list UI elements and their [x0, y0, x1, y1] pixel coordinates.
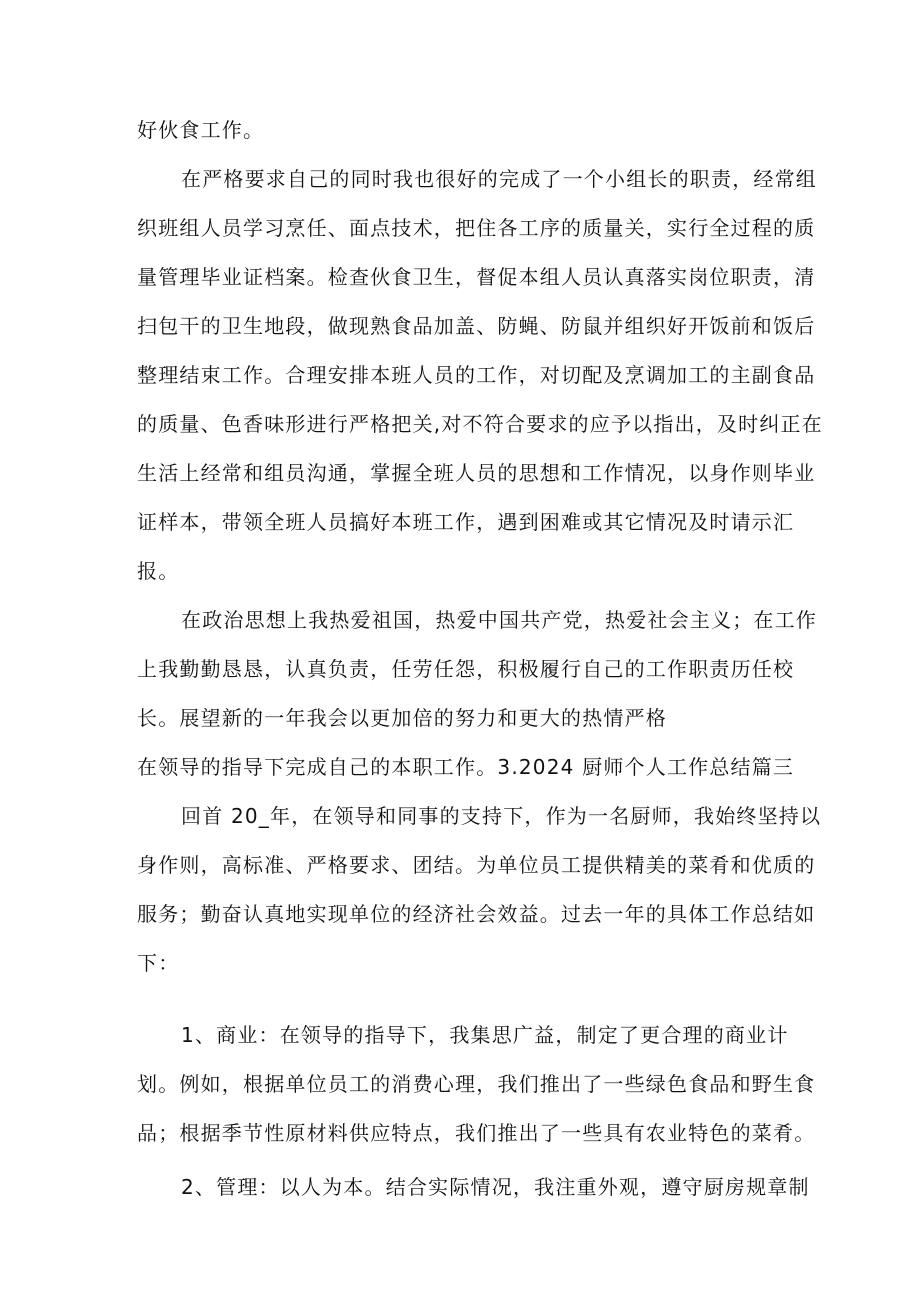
text-line: 划。例如，根据单位员工的消费心理，我们推出了一些绿色食品和野生食	[137, 1072, 816, 1096]
text-line: 的质量、色香味形进行严格把关,对不符合要求的应予以指出，及时纠正在	[137, 412, 823, 436]
text-line: 品；根据季节性原材料供应特点，我们推出了一些具有农业特色的菜肴。	[137, 1121, 816, 1145]
text-line: 扫包干的卫生地段，做现熟食品加盖、防蝇、防鼠并组织好开饭前和饭后	[137, 314, 816, 338]
text-line: 报。	[137, 559, 180, 583]
paragraph-first-line: 在严格要求自己的同时我也很好的完成了一个小组长的职责，经常组	[181, 167, 817, 191]
text-line: 身作则，高标准、严格要求、团结。为单位员工提供精美的菜肴和优质的	[137, 853, 816, 877]
text-line: 整理结束工作。合理安排本班人员的工作，对切配及烹调加工的主副食品	[137, 363, 816, 387]
paragraph-first-line: 1、商业：在领导的指导下，我集思广益，制定了更合理的商业计	[181, 1023, 789, 1047]
text-line: 证样本，带领全班人员搞好本班工作，遇到困难或其它情况及时请示汇	[137, 510, 795, 534]
text-line: 下：	[137, 951, 180, 975]
paragraph-first-line: 2、管理：以人为本。结合实际情况，我注重外观，遵守厨房规章制	[181, 1175, 810, 1199]
section-heading-line: 在领导的指导下完成自己的本职工作。3.2024 厨师个人工作总结篇三	[137, 755, 795, 779]
text-line: 量管理毕业证档案。检查伙食卫生，督促本组人员认真落实岗位职责，清	[137, 265, 816, 289]
paragraph-first-line: 回首 20_年，在领导和同事的支持下，作为一名厨师，我始终坚持以	[181, 804, 822, 828]
paragraph-first-line: 在政治思想上我热爱祖国，热爱中国共产党，热爱社会主义；在工作	[181, 608, 817, 632]
text-line: 生活上经常和组员沟通，掌握全班人员的思想和工作情况，以身作则毕业	[137, 461, 816, 485]
text-line: 服务；勤奋认真地实现单位的经济社会效益。过去一年的具体工作总结如	[137, 902, 816, 926]
text-line: 好伙食工作。	[137, 118, 265, 142]
text-line: 上我勤勤恳恳，认真负责，任劳任怨，积极履行自己的工作职责历任校	[137, 657, 795, 681]
text-line: 长。展望新的一年我会以更加倍的努力和更大的热情严格	[137, 706, 667, 730]
text-line: 织班组人员学习烹任、面点技术，把住各工序的质量关，实行全过程的质	[137, 216, 816, 240]
